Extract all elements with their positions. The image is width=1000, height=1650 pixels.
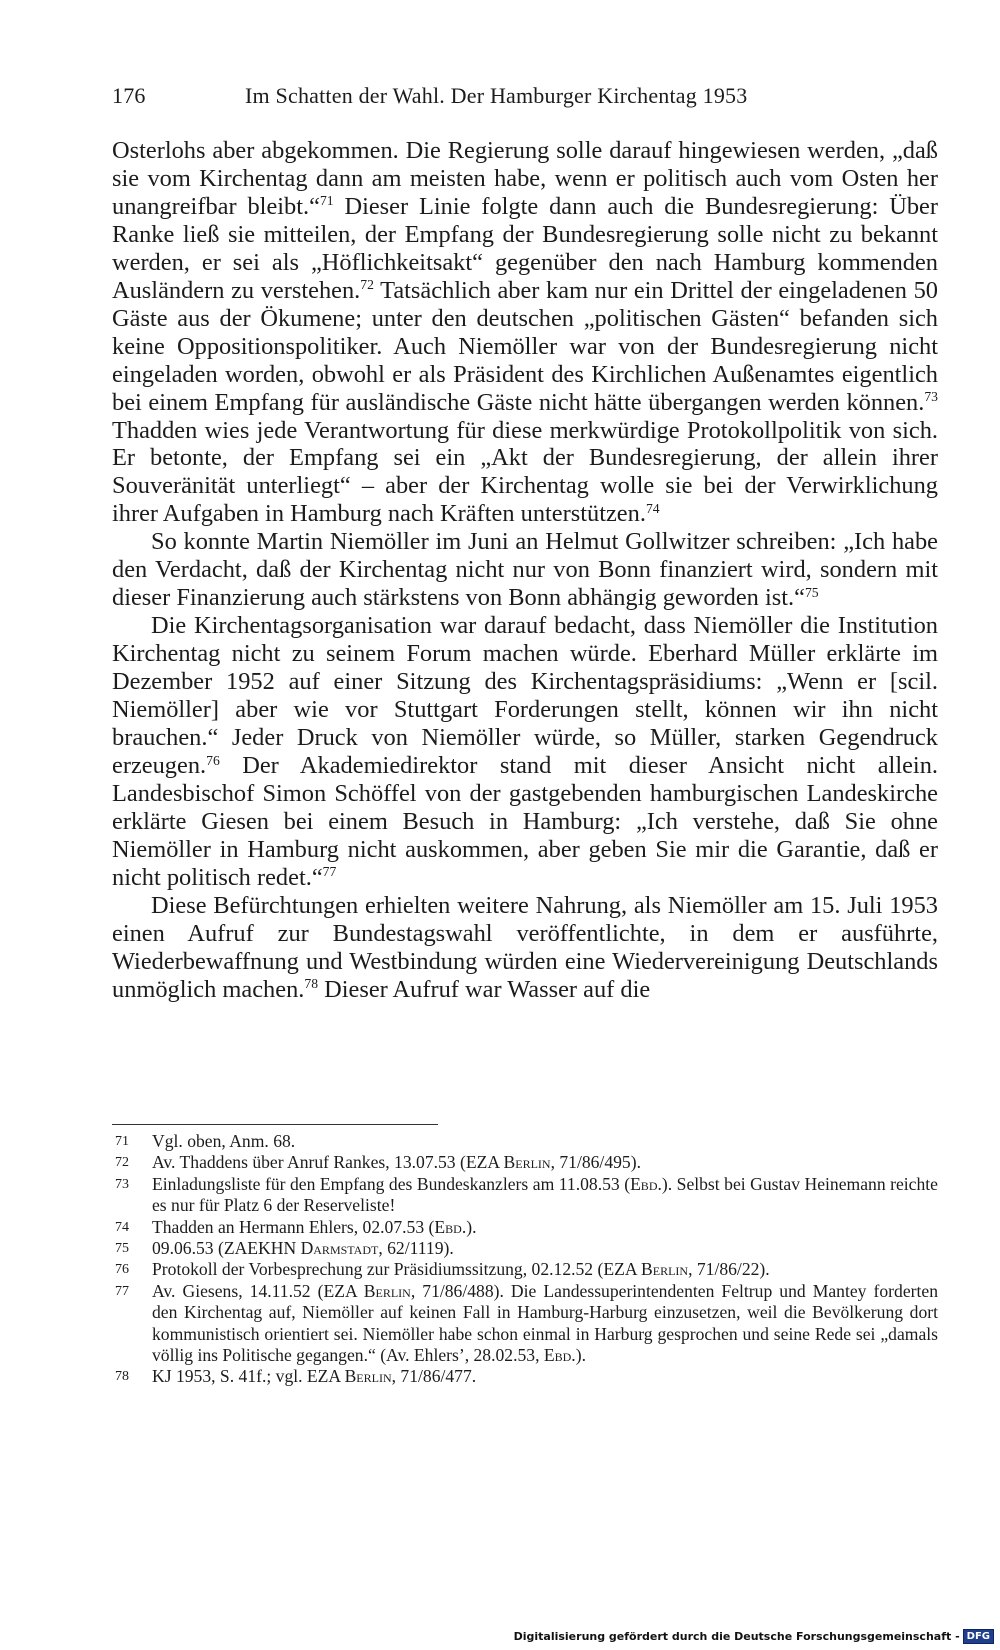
main-text	[112, 137, 938, 1004]
footnote-71	[112, 1131, 938, 1152]
footnote-number: 78	[115, 1369, 129, 1385]
footnote-74	[112, 1217, 938, 1238]
archive-location: Ebd.	[434, 1216, 467, 1237]
footnote-ref: 71	[319, 193, 334, 209]
archive-location: Berlin	[503, 1152, 551, 1173]
digitization-note: Digitalisierung gefördert durch die Deutsche Forschungsgemeinschaft -	[513, 1629, 960, 1643]
footnote-ref: 78	[304, 976, 319, 992]
footnote-number: 76	[115, 1262, 129, 1278]
footnote-text: , 71/86/22).	[688, 1259, 770, 1280]
archive-location: Berlin	[363, 1280, 411, 1301]
footnote-73	[112, 1174, 938, 1217]
text-span: Die Kirchentagsorganisation war darauf bedacht, dass Niemöller die Institution Kirchentag nicht zu seinem Forum machen würde. Eberhard Müller erklärte im Dezember 1952 auf einer Sitzung des Kirchentagspräsidiums: „Wenn er [scil. Niemöller] aber wie vor Stuttgart Forderungen stellt, können wir ihn nicht brauchen.“ Jeder Druck von Niemöller würde, so Müller, starken Gegendruck erzeugen.	[112, 612, 938, 779]
text-span: Dieser Linie folgte dann auch die Bundesregierung: Über Ranke ließ sie mitteilen, der Empfang der Bundesregierung solle nicht zu bekannt werden, er sei als „Höflichkeitsakt“ gegenüber den nach Hamburg kommenden Ausländern zu verstehen.	[112, 192, 938, 304]
dfg-logo-icon: DFG	[963, 1629, 994, 1644]
text-span: Osterlohs aber abgekommen. Die Regierung solle darauf hingewiesen werden, „daß sie vom Kirchentag dann am meisten habe, wenn er politisch auch vom Osten her unangreifbar bleibt.“	[112, 137, 938, 220]
running-head	[112, 80, 938, 112]
text-span: Der Akademiedirektor stand mit dieser Ansicht nicht allein. Landesbischof Simon Schöffel von der gastgebenden hamburgischen Landeskirche erklärte Giesen bei einem Besuch in Hamburg: „Ich verstehe, daß Sie ohne Niemöller in Hamburg nicht auskommen, aber geben Sie mir die Garantie, daß er nicht politisch redet.“	[112, 751, 938, 891]
footnote-separator	[112, 1124, 438, 1125]
footnote-number: 71	[115, 1134, 129, 1149]
footnotes	[112, 1131, 938, 1388]
footnote-text: Av. Thaddens über Anruf Rankes, 13.07.53 (EZA	[152, 1152, 504, 1173]
footnote-number: 77	[115, 1283, 129, 1299]
text-span: Thadden wies jede Verantwortung für diese merkwürdige Protokollpolitik von sich. Er betonte, der Empfang sei ein „Akt der Bundesregierung, der allein ihrer Souveränität unterliegt“ – aber der Kirchentag wolle sie bei der Verwirklichung ihrer Aufgaben in Hamburg nach Kräften unterstützen.	[112, 416, 938, 528]
text-span: So konnte Martin Niemöller im Juni an Helmut Gollwitzer schreiben: „Ich habe den Verdacht, daß der Kirchentag nicht nur von Bonn finanziert wird, sondern mit dieser Finanzierung auch stärkstens von Bonn abhängig geworden ist.“	[112, 528, 938, 612]
paragraph-2	[112, 528, 938, 612]
footnote-number: 73	[115, 1176, 129, 1192]
footnote-text: Av. Giesens, 14.11.52 (EZA	[152, 1280, 364, 1301]
footnote-text: Einladungsliste für den Empfang des Bundeskanzlers am 11.08.53 (	[152, 1173, 631, 1194]
footnote-number: 74	[115, 1219, 129, 1235]
footnote-76	[112, 1259, 938, 1280]
footnote-number: 72	[115, 1155, 129, 1171]
paragraph-3	[112, 612, 938, 892]
footnote-text: , 62/1119).	[378, 1238, 454, 1259]
footnote-text: ).	[466, 1216, 477, 1237]
footnote-ref: 72	[360, 277, 374, 293]
footnote-text: Vgl. oben, Anm. 68.	[152, 1131, 296, 1151]
footnote-77	[112, 1281, 938, 1367]
archive-location: Berlin	[344, 1366, 392, 1387]
footnote-text: Thadden an Hermann Ehlers, 02.07.53 (	[152, 1216, 435, 1237]
archive-location: Ebd.	[630, 1173, 662, 1194]
footnote-text: 09.06.53 (ZAEKHN	[152, 1238, 301, 1259]
paragraph-4	[112, 892, 938, 1004]
footnote-text: KJ 1953, S. 41f.; vgl. EZA	[152, 1366, 345, 1387]
archive-location: Berlin	[641, 1259, 689, 1280]
archive-location: Ebd.	[543, 1345, 576, 1366]
text-span: Tatsächlich aber kam nur ein Drittel der eingeladenen 50 Gäste aus der Ökumene; unter den deutschen „politischen Gästen“ befanden sich keine Oppositionspolitiker. Auch Niemöller war von der Bundesregierung nicht eingeladen worden, obwohl er als Präsident des Kirchlichen Außenamtes eigentlich bei einem Empfang für ausländische Gäste nicht hätte übergangen werden können.	[112, 276, 938, 416]
footnote-72	[112, 1152, 938, 1173]
footnote-text: Protokoll der Vorbesprechung zur Präsidiumssitzung, 02.12.52 (EZA	[152, 1259, 641, 1280]
running-title: Im Schatten der Wahl. Der Hamburger Kirchentag 1953	[245, 83, 748, 108]
footnote-text: , 71/86/495).	[550, 1152, 641, 1173]
footnote-number: 75	[115, 1241, 129, 1257]
footnote-75	[112, 1238, 938, 1259]
paragraph-1	[112, 137, 938, 528]
footnote-text: , 71/86/488). Die Landessuperintendenten Feltrup und Mantey forderten den Kirchentag auf, Niemöller auf keinen Fall in Hamburg-Harburg einzusetzen, weil die Bevölkerung dort kommunistisch orientiert sei. Niemöller habe schon einmal in Harburg gesprochen und seine Rede sei „damals völlig ins Politische gegangen.“ (Av. Ehlers’, 28.02.53,	[152, 1280, 938, 1366]
archive-location: Darmstadt	[300, 1238, 379, 1259]
footnote-ref: 73	[924, 389, 938, 405]
text-span: Dieser Aufruf war Wasser auf die	[318, 975, 651, 1003]
footnote-ref: 76	[206, 752, 220, 768]
footnote-78	[112, 1366, 938, 1387]
footnote-text: ). Selbst bei Gustav Heinemann reichte es nur für Platz 6 der Reserveliste!	[152, 1173, 938, 1216]
text-span: Diese Befürchtungen erhielten weitere Nahrung, als Niemöller am 15. Juli 1953 einen Aufruf zur Bundestagswahl veröffentlichte, in dem er ausführte, Wiederbewaffnung und Westbindung würden eine Wiedervereinigung Deutschlands unmöglich machen.	[112, 891, 938, 1003]
footnote-ref: 77	[322, 864, 337, 880]
footnote-text: ).	[575, 1345, 586, 1366]
footnote-text: , 71/86/477.	[391, 1366, 477, 1387]
footnote-ref: 74	[645, 500, 660, 516]
page-number: 176	[112, 83, 146, 108]
footnote-ref: 75	[804, 584, 819, 600]
digitization-credit	[514, 1626, 994, 1646]
